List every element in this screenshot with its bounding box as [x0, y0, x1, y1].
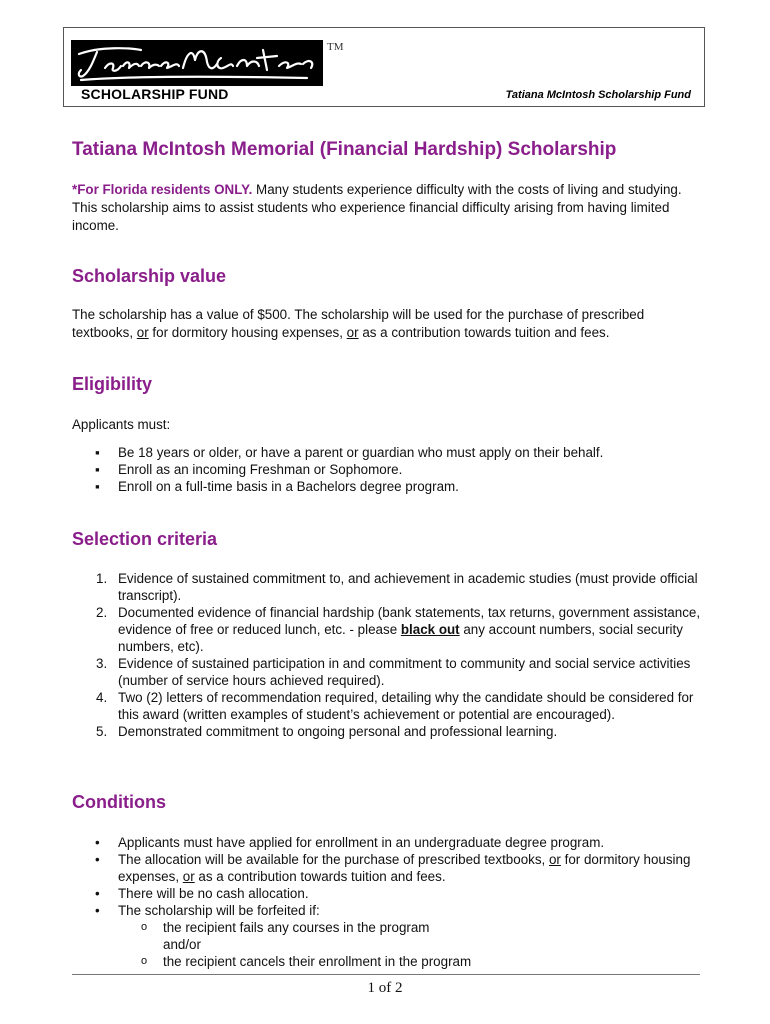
circle-bullet-icon: o [141, 921, 148, 933]
eligibility-intro: Applicants must: [72, 417, 171, 432]
list-number: 2. [96, 605, 108, 620]
square-bullet-icon: ▪ [95, 445, 100, 460]
page-number: 1 of 2 [367, 980, 403, 996]
running-header-title: Tatiana McIntosh Scholarship Fund [505, 89, 691, 101]
list-item [72, 834, 702, 851]
list-item [72, 478, 702, 495]
sub-list-item [118, 919, 702, 936]
sub-list-item [118, 953, 702, 970]
list-item [72, 885, 702, 902]
list-item [72, 902, 702, 970]
signature-logo [71, 40, 323, 86]
conditions-list [72, 834, 702, 970]
forfeit-condition-text: the recipient fails any courses in the program [163, 920, 430, 935]
eligibility-item-text: Enroll as an incoming Freshman or Sophomore. [118, 462, 403, 477]
heading-selection-criteria: Selection criteria [72, 529, 218, 549]
value-or-1: or [136, 325, 149, 340]
heading-scholarship-value: Scholarship value [72, 266, 227, 286]
intro-text: Many students experience difficulty with the costs of living and studying. This scholarship aims to assist students who experience financial difficulty arising from having limited income. [72, 182, 682, 233]
condition-text: as a contribution towards tuition and fees. [194, 869, 446, 884]
scholarship-value-paragraph [72, 306, 702, 342]
bullet-icon: • [95, 852, 100, 867]
value-text-3: as a contribution towards tuition and fees. [358, 325, 610, 340]
condition-text: The allocation will be available for the purchase of prescribed textbooks, [118, 852, 549, 867]
florida-residents-note: *For Florida residents ONLY. [72, 182, 253, 197]
sub-list-connector [118, 936, 702, 953]
trademark-mark: TM [327, 41, 344, 53]
criteria-text: Evidence of sustained commitment to, and achievement in academic studies (must provide official transcript). [118, 571, 698, 603]
list-number: 3. [96, 656, 108, 671]
criteria-text: Documented evidence of financial hardship (bank statements, tax returns, government assistance, evidence of free or reduced lunch, etc. - please [118, 605, 701, 637]
heading-conditions: Conditions [72, 792, 166, 812]
eligibility-item-text: Be 18 years or older, or have a parent or guardian who must apply on their behalf. [118, 445, 604, 460]
value-or-2: or [346, 325, 359, 340]
square-bullet-icon: ▪ [95, 479, 100, 494]
criteria-text: any account numbers, social security numbers, etc). [118, 622, 683, 654]
criteria-text: Demonstrated commitment to ongoing personal and professional learning. [118, 724, 558, 739]
list-item [72, 444, 702, 461]
list-number: 1. [96, 571, 108, 586]
eligibility-item-text: Enroll on a full-time basis in a Bachelors degree program. [118, 479, 459, 494]
list-number: 4. [96, 690, 108, 705]
selection-criteria-list [72, 570, 702, 740]
bullet-icon: • [95, 903, 100, 918]
black-out-emphasis: black out [400, 622, 460, 637]
criteria-text: Evidence of sustained participation in and commitment to community and social service activities (number of service hours achieved required). [118, 656, 691, 688]
condition-text: There will be no cash allocation. [118, 886, 309, 901]
value-text-1: The scholarship has a value of $500. The scholarship will be used for the purchase of prescribed textbooks, [72, 307, 645, 340]
condition-or-1: or [548, 852, 561, 867]
bullet-icon: • [95, 886, 100, 901]
list-item [72, 604, 702, 655]
list-item [72, 723, 702, 740]
list-number: 5. [96, 724, 108, 739]
bullet-icon: • [95, 835, 100, 850]
footer-rule [72, 974, 700, 975]
condition-or-2: or [182, 869, 195, 884]
list-item [72, 851, 702, 885]
condition-text: The scholarship will be forfeited if: [118, 903, 320, 918]
document-title: Tatiana McIntosh Memorial (Financial Hardship) Scholarship [72, 139, 617, 160]
scholarship-fund-label: SCHOLARSHIP FUND [81, 86, 229, 102]
list-item [72, 570, 702, 604]
eligibility-list [72, 444, 702, 495]
condition-text: for dormitory housing expenses, [118, 852, 691, 884]
list-item [72, 689, 702, 723]
forfeit-conditions-sublist [118, 919, 702, 970]
forfeit-condition-text: the recipient cancels their enrollment in the program [163, 954, 472, 969]
signature-image [71, 40, 323, 86]
condition-text: Applicants must have applied for enrollment in an undergraduate degree program. [118, 835, 605, 850]
list-item [72, 655, 702, 689]
heading-eligibility: Eligibility [72, 374, 153, 394]
intro-paragraph [72, 181, 702, 235]
square-bullet-icon: ▪ [95, 462, 100, 477]
value-text-2: for dormitory housing expenses, [148, 325, 347, 340]
list-item [72, 461, 702, 478]
circle-bullet-icon: o [141, 955, 148, 967]
criteria-text: Two (2) letters of recommendation required, detailing why the candidate should be considered for this award (written examples of student’s achievement or potential are encouraged). [118, 690, 694, 722]
and-or-text: and/or [163, 937, 201, 952]
